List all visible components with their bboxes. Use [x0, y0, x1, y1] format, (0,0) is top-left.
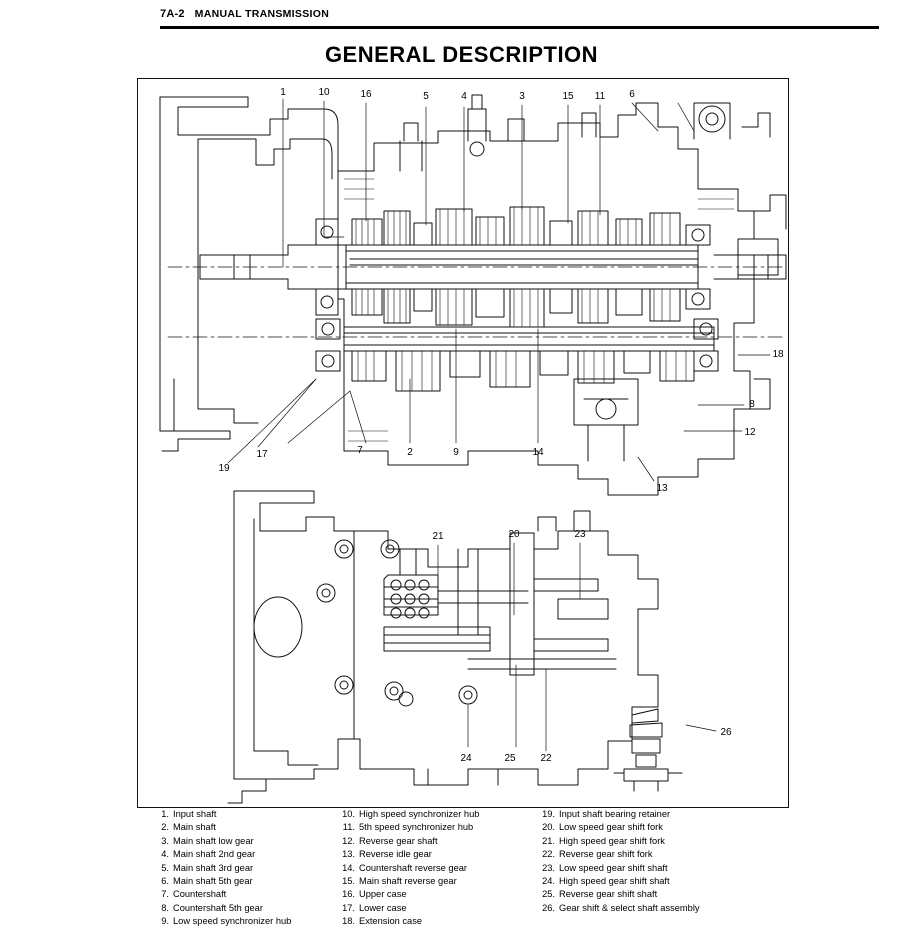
legend-item: [536, 875, 766, 888]
section-code: 7A-2: [160, 8, 185, 20]
svg-text:23: 23: [574, 529, 586, 540]
legend-number: 25.: [542, 889, 555, 900]
svg-text:16: 16: [360, 89, 372, 100]
svg-text:3: 3: [519, 91, 525, 102]
legend-label: Upper case: [359, 889, 407, 900]
legend-label: Input shaft: [173, 809, 217, 819]
svg-text:18: 18: [772, 349, 784, 360]
legend-label: Reverse idle gear: [359, 849, 432, 860]
legend-label: High speed synchronizer hub: [359, 809, 480, 819]
legend-number: 5.: [161, 862, 169, 873]
legend-label: Input shaft bearing retainer: [559, 809, 671, 819]
legend-item: [536, 835, 766, 848]
legend-number: 13.: [342, 849, 355, 860]
legend-label: Countershaft: [173, 889, 227, 900]
legend-column-3: [536, 808, 766, 929]
legend-label: Main shaft 2nd gear: [173, 849, 256, 860]
legend-item: [336, 862, 536, 875]
legend-item: [336, 821, 536, 834]
legend-number: 16.: [342, 889, 355, 900]
legend-label: Main shaft: [173, 822, 216, 833]
legend-item: [150, 848, 336, 861]
legend-number: 6.: [161, 876, 169, 887]
svg-text:5: 5: [423, 91, 429, 102]
legend-number: 15.: [342, 876, 355, 887]
legend-number: 2.: [161, 822, 169, 833]
legend-item: [536, 821, 766, 834]
legend-number: 8.: [161, 902, 169, 913]
svg-text:17: 17: [256, 449, 268, 460]
legend-number: 4.: [161, 849, 169, 860]
legend-number: 21.: [542, 835, 555, 846]
legend-number: 24.: [542, 876, 555, 887]
legend-number: 20.: [542, 822, 555, 833]
legend-number: 12.: [342, 835, 355, 846]
legend-label: Low speed gear shift shaft: [559, 862, 668, 873]
legend-number: 11.: [342, 822, 355, 833]
svg-text:12: 12: [744, 427, 756, 438]
legend-item: [150, 915, 336, 928]
legend-item: [150, 835, 336, 848]
legend-column-2: [336, 808, 536, 929]
legend-column-1: [150, 808, 336, 929]
legend-number: 18.: [342, 916, 355, 927]
svg-text:1: 1: [280, 87, 286, 98]
svg-text:4: 4: [461, 91, 467, 102]
svg-text:25: 25: [504, 753, 516, 764]
legend-number: 10.: [342, 809, 355, 819]
legend-label: Gear shift & select shaft assembly: [559, 902, 700, 913]
header-rule: [160, 26, 879, 29]
transmission-drawing: [138, 79, 789, 808]
svg-text:8: 8: [749, 399, 755, 410]
legend-number: 9.: [161, 916, 169, 927]
legend-item: [336, 835, 536, 848]
svg-text:26: 26: [720, 727, 732, 738]
legend-number: 23.: [542, 862, 555, 873]
legend-item: [336, 888, 536, 901]
legend-number: 7.: [161, 889, 169, 900]
legend-label: Extension case: [359, 916, 423, 927]
legend-label: High speed gear shift fork: [559, 835, 665, 846]
svg-text:6: 6: [629, 89, 635, 100]
legend-item: [536, 862, 766, 875]
legend-item: [336, 808, 536, 821]
legend-number: 19.: [542, 809, 555, 819]
legend-label: Main shaft low gear: [173, 835, 254, 846]
legend-item: [536, 902, 766, 915]
svg-text:10: 10: [318, 87, 330, 98]
legend-item: [536, 848, 766, 861]
svg-text:19: 19: [218, 463, 230, 474]
legend-number: 26.: [542, 902, 555, 913]
legend-item: [150, 821, 336, 834]
legend-number: 17.: [342, 902, 355, 913]
svg-text:24: 24: [460, 753, 472, 764]
legend-item: [336, 915, 536, 928]
legend-item: [536, 808, 766, 821]
legend-label: Countershaft 5th gear: [173, 902, 263, 913]
section-title: MANUAL TRANSMISSION: [194, 8, 330, 20]
legend-number: 3.: [161, 835, 169, 846]
legend-label: Main shaft reverse gear: [359, 876, 457, 887]
legend-number: 22.: [542, 849, 555, 860]
svg-text:7: 7: [357, 445, 363, 456]
legend-item: [150, 888, 336, 901]
page-title: GENERAL DESCRIPTION: [324, 42, 599, 67]
svg-text:13: 13: [656, 483, 668, 494]
legend-item: [336, 875, 536, 888]
legend-label: Reverse gear shift fork: [559, 849, 653, 860]
legend-item: [336, 848, 536, 861]
legend-label: 5th speed synchronizer hub: [359, 822, 474, 833]
svg-text:2: 2: [407, 447, 413, 458]
legend-label: Reverse gear shaft: [359, 835, 438, 846]
svg-text:9: 9: [453, 447, 459, 458]
legend-item: [150, 875, 336, 888]
legend-label: High speed gear shift shaft: [559, 876, 670, 887]
legend-label: Lower case: [359, 902, 407, 913]
legend-number: 14.: [342, 862, 355, 873]
legend-label: Reverse gear shift shaft: [559, 889, 658, 900]
legend-label: Main shaft 3rd gear: [173, 862, 254, 873]
legend-item: [150, 902, 336, 915]
svg-text:11: 11: [594, 91, 606, 102]
svg-text:20: 20: [508, 529, 520, 540]
legend-label: Countershaft reverse gear: [359, 862, 468, 873]
legend-label: Low speed synchronizer hub: [173, 916, 292, 927]
legend-label: Low speed gear shift fork: [559, 822, 663, 833]
svg-text:22: 22: [540, 753, 552, 764]
legend-label: Main shaft 5th gear: [173, 876, 253, 887]
legend-item: [150, 862, 336, 875]
legend-number: 1.: [161, 809, 169, 819]
page-header: [160, 8, 879, 20]
legend-item: [536, 888, 766, 901]
figure-legend: [150, 808, 810, 929]
legend-item: [150, 808, 336, 821]
legend-item: [336, 902, 536, 915]
svg-text:15: 15: [562, 91, 574, 102]
svg-text:21: 21: [432, 531, 444, 542]
transmission-figure: [137, 78, 789, 808]
svg-text:14: 14: [532, 447, 544, 458]
